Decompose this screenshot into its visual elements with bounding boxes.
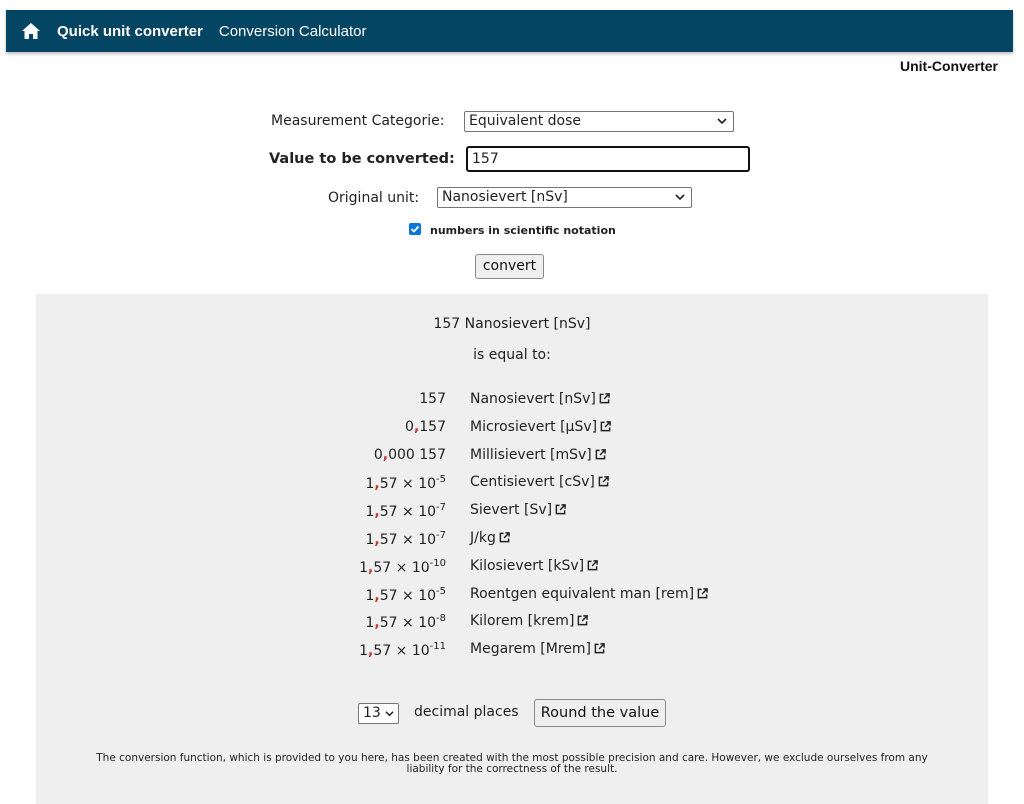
scientific-notation-checkbox[interactable]	[409, 223, 421, 235]
value-exponent: -7	[436, 530, 446, 541]
convert-button[interactable]: convert	[475, 254, 544, 279]
chevron-down-icon	[385, 709, 394, 718]
result-unit-link[interactable]	[470, 474, 609, 490]
result-value	[306, 613, 446, 631]
round-value-button[interactable]: Round the value	[534, 699, 666, 727]
brand-link[interactable]: Quick unit converter	[57, 22, 203, 40]
value-integer: 1	[365, 588, 375, 604]
chevron-down-icon	[675, 192, 685, 202]
result-unit-link[interactable]	[470, 586, 708, 602]
value-exponent: -11	[429, 641, 446, 652]
value-fraction: 57	[379, 615, 398, 631]
value-fraction: 57	[379, 476, 398, 492]
value-exponent: -5	[436, 474, 446, 485]
value-integer: 1	[365, 476, 375, 492]
value-integer: 1	[359, 643, 369, 659]
unit-name: Microsievert [µSv]	[470, 419, 598, 435]
checkmark-icon	[410, 224, 420, 234]
unit-name: Roentgen equivalent man [rem]	[470, 586, 695, 602]
value-fraction: 57	[379, 504, 398, 520]
external-link-icon[interactable]	[599, 393, 610, 404]
value-fraction: 57	[379, 532, 398, 548]
value-integer: 0	[373, 447, 383, 463]
result-row	[36, 613, 936, 633]
category-label: Measurement Categorie:	[271, 113, 445, 129]
value-fraction: 57	[373, 643, 392, 659]
value-label: Value to be converted:	[269, 151, 455, 167]
unit-name: J/kg	[470, 530, 496, 546]
result-unit-link[interactable]	[470, 447, 606, 463]
result-unit-link[interactable]	[470, 530, 510, 546]
times-ten: × 10	[397, 532, 437, 548]
result-unit-link[interactable]	[470, 419, 611, 435]
decimal-comma: ,	[382, 447, 389, 463]
decimal-comma: ,	[374, 504, 380, 520]
category-select-value: Equivalent dose	[469, 113, 582, 129]
result-value	[306, 419, 446, 435]
decimal-comma: ,	[368, 643, 374, 659]
result-value	[306, 586, 446, 604]
chevron-down-icon	[717, 116, 727, 126]
unit-select[interactable]	[437, 187, 692, 208]
nav-link-conversion-calculator[interactable]: Conversion Calculator	[218, 22, 367, 40]
external-link-icon[interactable]	[555, 504, 566, 515]
disclaimer-text: The conversion function, which is provided to you here, has been created with the most possible precision and care. However, we exclude ourselves from any liability for the correctness of the result.	[96, 752, 928, 775]
result-row	[36, 447, 936, 467]
value-integer: 157	[419, 391, 446, 407]
value-exponent: -8	[436, 613, 446, 624]
value-fraction: 57	[379, 588, 398, 604]
times-ten: × 10	[391, 560, 430, 576]
result-row	[36, 530, 936, 550]
value-exponent: -5	[436, 586, 446, 597]
external-link-icon[interactable]	[587, 560, 598, 571]
result-unit-link[interactable]	[470, 613, 588, 629]
result-row	[36, 641, 936, 661]
result-value	[306, 391, 446, 407]
decimal-comma: ,	[374, 588, 380, 604]
result-equal-text: is equal to:	[473, 347, 551, 363]
external-link-icon[interactable]	[600, 421, 611, 432]
decimal-places-select[interactable]	[358, 703, 399, 724]
value-integer: 1	[365, 504, 375, 520]
unit-name: Nanosievert [nSv]	[470, 391, 596, 407]
value-exponent: -10	[429, 558, 446, 569]
result-row	[36, 502, 936, 522]
result-value	[306, 474, 446, 492]
times-ten: × 10	[391, 643, 430, 659]
result-value	[306, 530, 446, 548]
external-link-icon[interactable]	[577, 615, 588, 626]
result-value	[306, 558, 446, 576]
category-select[interactable]	[464, 111, 734, 132]
unit-name: Megarem [Mrem]	[470, 641, 592, 657]
result-unit-link[interactable]	[470, 641, 605, 657]
unit-name: Millisievert [mSv]	[470, 447, 592, 463]
unit-name: Kilosievert [kSv]	[470, 558, 585, 574]
result-source: 157 Nanosievert [nSv]	[433, 316, 591, 332]
home-icon[interactable]	[21, 21, 41, 41]
value-integer: 1	[365, 615, 375, 631]
unit-name: Kilorem [krem]	[470, 613, 575, 629]
result-value	[306, 502, 446, 520]
times-ten: × 10	[397, 615, 437, 631]
external-link-icon[interactable]	[594, 643, 605, 654]
value-fraction: 000 157	[388, 447, 446, 463]
decimal-comma: ,	[413, 419, 420, 435]
value-integer: 0	[405, 419, 414, 435]
value-input[interactable]	[466, 146, 750, 172]
result-panel	[36, 294, 988, 804]
result-value	[306, 447, 446, 463]
value-integer: 1	[359, 560, 369, 576]
unit-select-value: Nanosievert [nSv]	[442, 189, 568, 205]
result-unit-link[interactable]	[470, 558, 598, 574]
value-fraction: 57	[373, 560, 392, 576]
decimal-comma: ,	[374, 532, 380, 548]
top-navbar	[6, 10, 1013, 52]
result-unit-link[interactable]	[470, 391, 610, 407]
unit-name: Centisievert [cSv]	[470, 474, 595, 490]
breadcrumb[interactable]: Unit-Converter	[899, 58, 998, 74]
result-row	[36, 391, 936, 411]
decimal-places-value: 13	[363, 705, 381, 721]
unit-label: Original unit:	[328, 190, 420, 206]
result-row	[36, 586, 936, 606]
external-link-icon[interactable]	[595, 449, 606, 460]
times-ten: × 10	[397, 588, 437, 604]
unit-name: Sievert [Sv]	[470, 502, 553, 518]
value-integer: 1	[365, 532, 375, 548]
decimal-comma: ,	[374, 476, 380, 492]
result-row	[36, 558, 936, 578]
times-ten: × 10	[397, 476, 437, 492]
external-link-icon[interactable]	[499, 532, 510, 543]
external-link-icon[interactable]	[697, 588, 708, 599]
decimal-places-label: decimal places	[414, 704, 519, 720]
result-value	[306, 641, 446, 659]
result-row	[36, 419, 936, 439]
scientific-notation-label[interactable]: numbers in scientific notation	[430, 224, 616, 237]
result-row	[36, 474, 936, 494]
decimal-comma: ,	[368, 560, 374, 576]
decimal-comma: ,	[374, 615, 380, 631]
value-fraction: 157	[419, 419, 446, 435]
external-link-icon[interactable]	[598, 476, 609, 487]
result-unit-link[interactable]	[470, 502, 566, 518]
times-ten: × 10	[397, 504, 437, 520]
value-exponent: -7	[436, 502, 446, 513]
